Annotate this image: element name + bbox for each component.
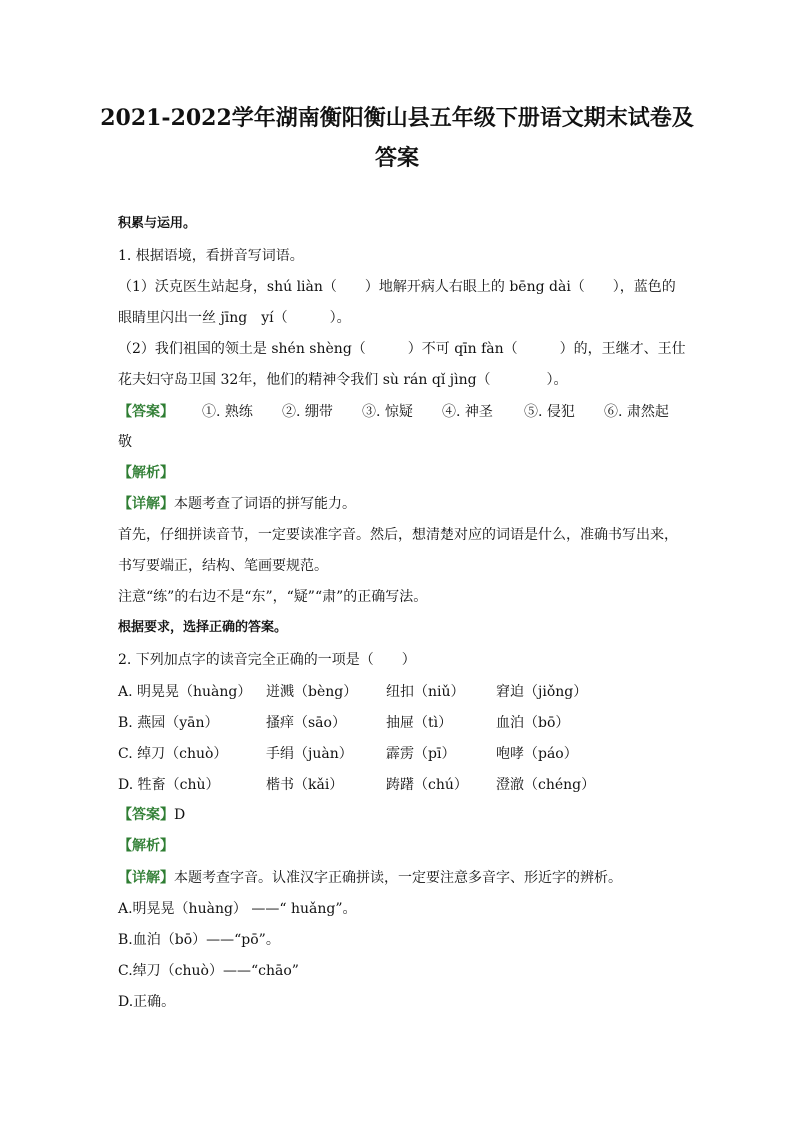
option-cell: 纽扣（niǔ） — [386, 684, 465, 700]
question-1-detail — [118, 494, 356, 514]
option-cell: 霹雳（pī） — [386, 746, 456, 762]
option-cell: 抽屉（tì） — [386, 715, 453, 731]
doc-title-line-2: 答案 — [374, 145, 419, 171]
option-cell: D. 牲畜（chù） — [118, 777, 220, 793]
option-cell: A. 明晃晃（huàng） — [118, 684, 252, 700]
option-row-a — [118, 681, 678, 701]
section-heading-accumulation: 积累与运用。 — [118, 216, 197, 231]
question-1-analysis-tag: 【解析】 — [118, 465, 174, 481]
detail-text: 本题考查字音。认准汉字正确拼读，一定要注意多音字、形近字的辨析。 — [174, 870, 622, 886]
option-cell: 迸溅（bèng） — [266, 684, 358, 700]
option-cell: 楷书（kǎi） — [266, 777, 344, 793]
option-cell: 搔痒（sāo） — [266, 715, 346, 731]
section-heading-choice: 根据要求，选择正确的答案。 — [118, 620, 288, 635]
answer-item: ④. 神圣 — [442, 404, 493, 420]
answer-item: ①. 熟练 — [202, 404, 253, 420]
option-row-d — [118, 774, 678, 794]
question-1-paragraph-3: 注意“练”的右边不是“东”，“疑”“肃”的正确写法。 — [118, 589, 428, 605]
question-1-answer-row — [118, 401, 678, 421]
question-1-answer-continuation: 敬 — [118, 434, 132, 450]
question-1-part-1-line-1: （1）沃克医生站起身，shú liàn（ ）地解开病人右眼上的 bēng dài（ ），蓝色的 — [118, 279, 676, 295]
answer-item: ⑥. 肃然起 — [604, 404, 669, 420]
option-cell: 窘迫（jiǒng） — [496, 684, 588, 700]
question-1-paragraph-1: 首先，仔细拼读音节，一定要读准字音。然后，想清楚对应的词语是什么，准确书写出来， — [118, 527, 678, 543]
detail-tag: 【详解】 — [118, 870, 174, 886]
question-2-analysis-tag: 【解析】 — [118, 838, 174, 854]
doc-title-line-1: 2021-2022学年湖南衡阳衡山县五年级下册语文期末试卷及 — [100, 105, 694, 131]
detail-tag: 【详解】 — [118, 496, 174, 512]
question-2-note-d: D.正确。 — [118, 994, 176, 1010]
question-2-answer — [118, 805, 185, 825]
question-2-detail — [118, 868, 622, 888]
detail-text: 本题考查了词语的拼写能力。 — [174, 496, 356, 512]
option-row-b — [118, 712, 678, 732]
option-cell: 咆哮（páo） — [496, 746, 578, 762]
question-1-part-2-line-2: 花夫妇守岛卫国 32年，他们的精神令我们 sù rán qǐ jìng（ ）。 — [118, 372, 568, 388]
question-2-note-c: C.绰刀（chuò）——“chāo” — [118, 963, 299, 979]
option-row-c — [118, 743, 678, 763]
answer-tag: 【答案】 — [118, 807, 174, 823]
question-2-note-b: B.血泊（bō）——“pō”。 — [118, 932, 280, 948]
question-1-part-1-line-2: 眼睛里闪出一丝 jīng yí（ ）。 — [118, 310, 351, 326]
question-2-stem: 2. 下列加点字的读音完全正确的一项是（ ） — [118, 652, 416, 668]
option-cell: 手绢（juàn） — [266, 746, 353, 762]
answer-item: ⑤. 侵犯 — [524, 404, 575, 420]
option-cell: B. 燕园（yān） — [118, 715, 219, 731]
answer-item: ②. 绷带 — [282, 404, 333, 420]
option-cell: 澄澈（chéng） — [496, 777, 596, 793]
question-2-note-a: A.明晃晃（huàng） ——“ huǎng”。 — [118, 901, 357, 917]
option-cell: 血泊（bō） — [496, 715, 570, 731]
answer-item: ③. 惊疑 — [362, 404, 413, 420]
question-1-stem: 1. 根据语境，看拼音写词语。 — [118, 248, 304, 264]
question-1-paragraph-2: 书写要端正，结构、笔画要规范。 — [118, 558, 328, 574]
question-1-part-2-line-1: （2）我们祖国的领土是 shén shèng（ ）不可 qīn fàn（ ）的，王继才、王仕 — [118, 341, 686, 357]
answer-tag: 【答案】 — [118, 404, 174, 420]
option-cell: 踌躇（chú） — [386, 777, 468, 793]
answer-value: D — [174, 807, 186, 823]
option-cell: C. 绰刀（chuò） — [118, 746, 228, 762]
